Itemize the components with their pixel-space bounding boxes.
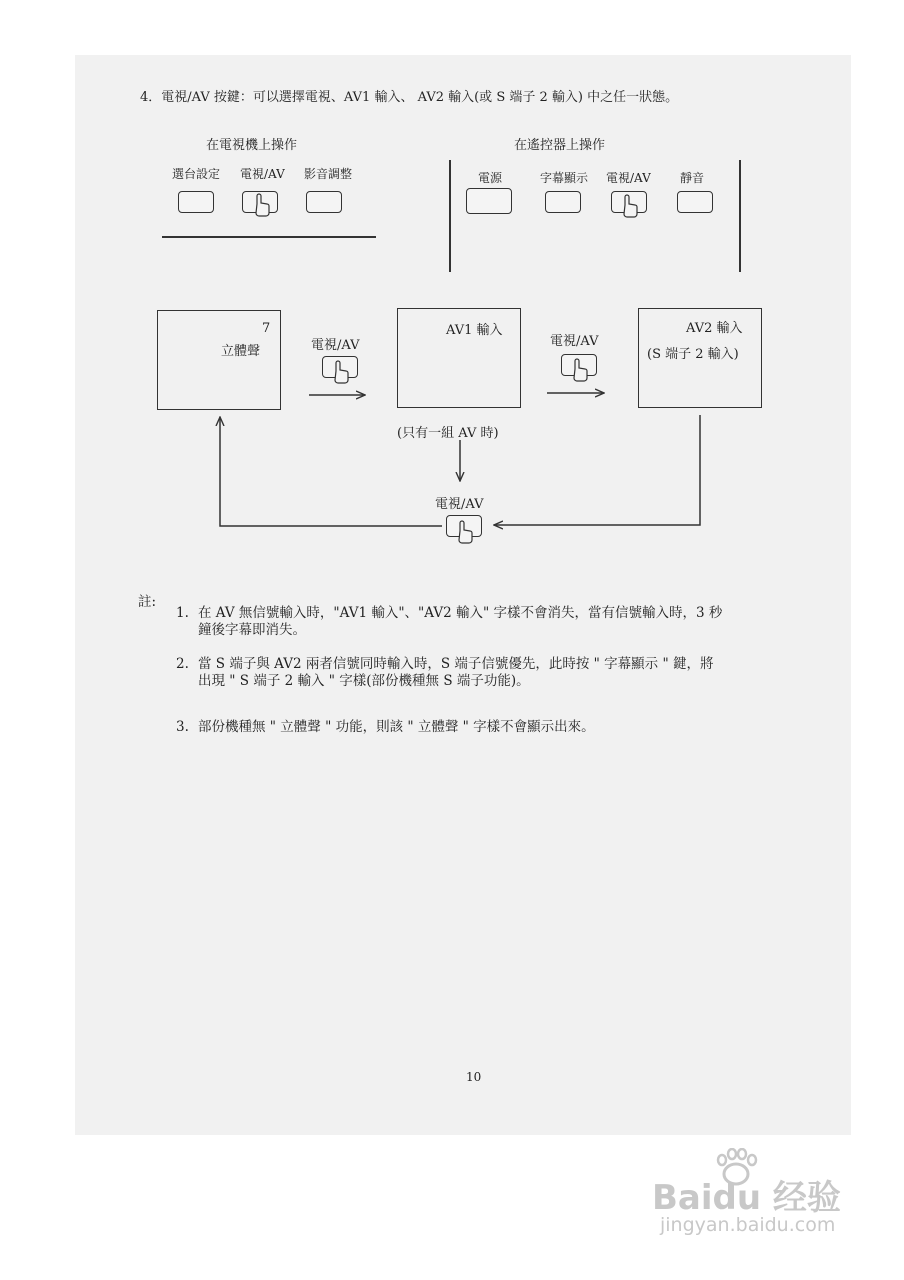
note-2-number: 2. xyxy=(176,656,189,672)
note-2-line-1: 當 S 端子與 AV2 兩者信號同時輸入時，S 端子信號優先，此時按 " 字幕顯示 " 鍵，將 xyxy=(198,656,714,672)
flow-btn-label-1: 電視/AV xyxy=(311,338,360,353)
stereo-label: 立體聲 xyxy=(221,344,261,359)
hand-icon xyxy=(459,521,472,543)
av1-label: AV1 輸入 xyxy=(446,323,503,338)
tv-btn-label-av-adjust: 影音調整 xyxy=(304,167,353,181)
tv-channel-number: 7 xyxy=(262,321,271,336)
remote-btn-label-subtitle: 字幕顯示 xyxy=(540,171,589,185)
tv-btn-label-channel: 選台設定 xyxy=(172,167,221,181)
watermark-url: jingyan.baidu.com xyxy=(660,1214,836,1236)
flow-btn-label-2: 電視/AV xyxy=(550,334,599,349)
watermark-brand: Baidu 经验 xyxy=(652,1178,841,1218)
av2-label: AV2 輸入 xyxy=(686,321,743,336)
note-3-line-1: 部份機種無 " 立體聲 " 功能，則該 " 立體聲 " 字樣不會顯示出來。 xyxy=(198,719,595,735)
intro-text: 4．電視/AV 按鍵：可以選擇電視、AV1 輸入、 AV2 輸入(或 S 端子 2 輸入) 中之任一狀態。 xyxy=(140,90,679,105)
note-3-number: 3. xyxy=(176,719,189,735)
note-1-line-2: 鐘後字幕即消失。 xyxy=(198,622,306,638)
hand-icon xyxy=(574,359,587,381)
arrow-to-tv xyxy=(220,417,442,526)
remote-btn-label-power: 電源 xyxy=(478,171,503,185)
remote-btn-label-tvav: 電視/AV xyxy=(606,171,651,185)
hand-icon xyxy=(335,361,348,383)
arrow-av2-return xyxy=(494,415,700,525)
page-number: 10 xyxy=(466,1070,482,1084)
hand-icon xyxy=(256,194,269,216)
remote-btn-label-mute: 靜音 xyxy=(680,171,705,185)
tv-panel-title: 在電視機上操作 xyxy=(206,138,298,153)
flow-btn-label-3: 電視/AV xyxy=(435,497,484,512)
notes-label: 註: xyxy=(138,594,157,610)
note-1-line-1: 在 AV 無信號輸入時，"AV1 輸入"、"AV2 輸入" 字樣不會消失，當有信號輸入時，3 秒 xyxy=(198,605,723,621)
av2-sub-label: (S 端子 2 輸入) xyxy=(647,347,739,362)
remote-panel-title: 在遙控器上操作 xyxy=(514,138,606,153)
note-2-line-2: 出現 " S 端子 2 輸入 " 字樣(部份機種無 S 端子功能)。 xyxy=(198,673,530,689)
note-1-number: 1. xyxy=(176,605,189,621)
hand-icon xyxy=(624,195,637,217)
tv-btn-label-tvav: 電視/AV xyxy=(240,167,285,181)
only-one-av-note: (只有一組 AV 時) xyxy=(397,426,499,441)
